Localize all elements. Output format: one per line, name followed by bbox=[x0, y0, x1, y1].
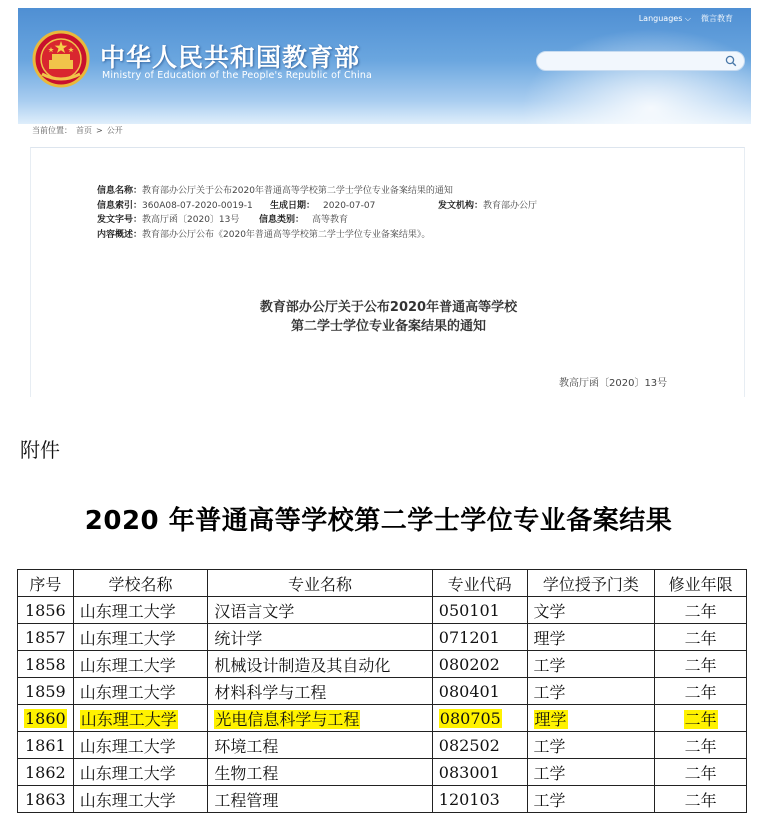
table-row bbox=[18, 786, 747, 813]
cell-no bbox=[18, 651, 74, 678]
cell-category bbox=[527, 624, 655, 651]
cell-school-text: 山东理工大学 bbox=[79, 655, 176, 675]
cell-school-text: 山东理工大学 bbox=[79, 601, 176, 621]
document-panel bbox=[30, 147, 745, 397]
cell-no-text: 1862 bbox=[25, 762, 66, 782]
cell-category-text: 工学 bbox=[533, 736, 566, 756]
cell-major bbox=[208, 759, 432, 786]
header-banner bbox=[18, 8, 751, 135]
cell-code-text: 080202 bbox=[438, 654, 500, 674]
breadcrumb-current[interactable]: 公开 bbox=[106, 126, 123, 135]
cell-major-text: 材料科学与工程 bbox=[214, 682, 327, 702]
meta-name-label: 信息名称： bbox=[97, 186, 143, 196]
cell-major-text: 汉语言文学 bbox=[214, 601, 295, 621]
cell-code-text: 080401 bbox=[438, 681, 500, 701]
header-years: 修业年限 bbox=[655, 570, 747, 597]
languages-label: Languages bbox=[638, 13, 683, 23]
meta-row-summary bbox=[97, 228, 537, 243]
cell-no bbox=[18, 786, 74, 813]
cell-no bbox=[18, 597, 74, 624]
attachment-title: 2020 年普通高等学校第二学士学位专业备案结果 bbox=[84, 506, 673, 536]
header-school: 学校名称 bbox=[73, 570, 208, 597]
cell-code-text: 082502 bbox=[438, 735, 500, 755]
breadcrumb bbox=[32, 125, 127, 136]
document-title-line1: 教育部办公厅关于公布2020年普通高等学校 bbox=[259, 300, 518, 315]
cell-school bbox=[73, 759, 208, 786]
cell-category-text: 工学 bbox=[533, 790, 566, 810]
meta-docno-label: 发文字号： bbox=[97, 215, 143, 225]
header-category: 学位授予门类 bbox=[527, 570, 655, 597]
table-header-row bbox=[18, 570, 747, 597]
cell-years bbox=[655, 597, 747, 624]
national-emblem-icon[interactable] bbox=[32, 30, 90, 88]
meta-index-label: 信息索引： bbox=[97, 200, 143, 211]
cell-code-text: 120103 bbox=[438, 789, 500, 809]
meta-issuer-label: 发文机构： bbox=[438, 200, 484, 211]
breadcrumb-separator: > bbox=[96, 126, 103, 135]
meta-date-value: 2020-07-07 bbox=[323, 200, 376, 211]
table-body bbox=[18, 597, 747, 813]
cell-years bbox=[655, 759, 747, 786]
meta-category-value: 高等教育 bbox=[312, 215, 349, 225]
cell-major-text: 工程管理 bbox=[214, 790, 279, 810]
cell-category-text: 工学 bbox=[533, 655, 566, 675]
cell-school-text: 山东理工大学 bbox=[79, 790, 176, 810]
meta-summary-value: 教育部办公厅公布《2020年普通高等学校第二学士学位专业备案结果》。 bbox=[142, 229, 431, 240]
cell-category-text: 工学 bbox=[533, 682, 566, 702]
cell-years-text: 二年 bbox=[684, 790, 717, 810]
cell-category-text: 理学 bbox=[533, 628, 566, 648]
cell-school bbox=[73, 786, 208, 813]
cell-years-text: 二年 bbox=[684, 736, 717, 756]
cell-code bbox=[432, 759, 527, 786]
meta-row-docno bbox=[97, 213, 537, 228]
cell-code bbox=[432, 597, 527, 624]
cell-category bbox=[527, 732, 655, 759]
cell-code-text: 083001 bbox=[438, 762, 500, 782]
cell-code bbox=[432, 624, 527, 651]
cell-school bbox=[73, 678, 208, 705]
meta-summary-label: 内容概述： bbox=[97, 229, 143, 240]
cell-years-text: 二年 bbox=[684, 655, 717, 675]
table-row bbox=[18, 624, 747, 651]
header-code: 专业代码 bbox=[432, 570, 527, 597]
cell-major bbox=[208, 786, 432, 813]
cell-no bbox=[18, 678, 74, 705]
cell-no bbox=[18, 759, 74, 786]
meta-name-value: 教育部办公厅关于公布2020年普通高等学校第二学士学位专业备案结果的通知 bbox=[142, 186, 453, 196]
cell-major bbox=[208, 732, 432, 759]
cell-code bbox=[432, 705, 527, 732]
top-links bbox=[639, 13, 733, 24]
cell-major bbox=[208, 597, 432, 624]
search-box bbox=[536, 51, 745, 71]
search-input[interactable] bbox=[537, 56, 717, 74]
table-row bbox=[18, 732, 747, 759]
meta-row-index bbox=[97, 199, 537, 214]
cell-years bbox=[655, 732, 747, 759]
cell-years-text: 二年 bbox=[684, 709, 717, 729]
info-metadata bbox=[97, 184, 537, 242]
cell-no-text: 1860 bbox=[25, 708, 66, 728]
cell-category bbox=[527, 759, 655, 786]
cell-school-text: 山东理工大学 bbox=[79, 736, 176, 756]
cell-no-text: 1858 bbox=[25, 654, 66, 674]
cell-major bbox=[208, 624, 432, 651]
cell-code bbox=[432, 651, 527, 678]
cell-code-text: 071201 bbox=[438, 627, 500, 647]
header-major: 专业名称 bbox=[208, 570, 432, 597]
cell-years-text: 二年 bbox=[684, 682, 717, 702]
site-title-cn[interactable]: 中华人民共和国教育部 bbox=[100, 43, 361, 72]
cell-category bbox=[527, 651, 655, 678]
cell-major bbox=[208, 678, 432, 705]
cell-no bbox=[18, 732, 74, 759]
cell-code bbox=[432, 678, 527, 705]
document-title-line2: 第二学士学位专业备案结果的通知 bbox=[290, 319, 486, 334]
cell-school bbox=[73, 597, 208, 624]
cell-school bbox=[73, 732, 208, 759]
header-no: 序号 bbox=[18, 570, 74, 597]
table-row bbox=[18, 597, 747, 624]
cell-school bbox=[73, 651, 208, 678]
cell-years-text: 二年 bbox=[684, 601, 717, 621]
cell-category bbox=[527, 705, 655, 732]
cell-school-text: 山东理工大学 bbox=[79, 628, 176, 648]
cell-no-text: 1856 bbox=[25, 600, 66, 620]
cell-school-text: 山东理工大学 bbox=[80, 709, 177, 729]
cell-category-text: 文学 bbox=[533, 601, 566, 621]
cell-major-text: 光电信息科学与工程 bbox=[215, 709, 360, 729]
cell-no bbox=[18, 705, 74, 732]
cell-no-text: 1859 bbox=[25, 681, 66, 701]
cell-years-text: 二年 bbox=[684, 763, 717, 783]
cell-code-text: 080705 bbox=[439, 708, 501, 728]
cell-no-text: 1861 bbox=[25, 735, 66, 755]
cell-category-text: 工学 bbox=[533, 763, 566, 783]
cell-major-text: 生物工程 bbox=[214, 763, 279, 783]
cell-category-text: 理学 bbox=[534, 709, 567, 729]
cell-no bbox=[18, 624, 74, 651]
chevron-down-icon: ⌵ bbox=[684, 13, 691, 23]
cell-school bbox=[73, 705, 208, 732]
cell-major bbox=[208, 651, 432, 678]
cell-no-text: 1863 bbox=[25, 789, 66, 809]
table-row bbox=[18, 705, 747, 732]
cell-category bbox=[527, 678, 655, 705]
meta-date-label: 生成日期： bbox=[270, 200, 316, 211]
site-title-en: Ministry of Education of the People's Republic of China bbox=[102, 70, 373, 81]
cell-years bbox=[655, 678, 747, 705]
cell-code-text: 050101 bbox=[438, 600, 500, 620]
cell-years bbox=[655, 651, 747, 678]
cell-category bbox=[527, 597, 655, 624]
cell-major bbox=[208, 705, 432, 732]
cell-code bbox=[432, 786, 527, 813]
records-table bbox=[17, 569, 747, 813]
breadcrumb-home[interactable]: 首页 bbox=[76, 126, 92, 135]
cell-school-text: 山东理工大学 bbox=[79, 682, 176, 702]
table-row bbox=[18, 651, 747, 678]
cell-years bbox=[655, 786, 747, 813]
cell-major-text: 统计学 bbox=[214, 628, 263, 648]
cell-no-text: 1857 bbox=[25, 627, 66, 647]
table-row bbox=[18, 759, 747, 786]
document-title bbox=[31, 298, 746, 336]
cell-years bbox=[655, 624, 747, 651]
cell-major-text: 环境工程 bbox=[214, 736, 279, 756]
cell-years bbox=[655, 705, 747, 732]
document-number: 教高厅函〔2020〕13号 bbox=[559, 378, 668, 389]
search-icon[interactable] bbox=[725, 55, 737, 67]
languages-link[interactable] bbox=[639, 14, 691, 24]
meta-docno-value: 教高厅函〔2020〕13号 bbox=[142, 215, 240, 225]
meta-row-name bbox=[97, 184, 537, 199]
cell-code bbox=[432, 732, 527, 759]
meta-issuer-value: 教育部办公厅 bbox=[483, 200, 538, 211]
meta-index-value: 360A08-07-2020-0019-1 bbox=[142, 200, 253, 211]
attachment-label: 附件 bbox=[20, 438, 60, 462]
meta-category-label: 信息类别： bbox=[259, 215, 305, 225]
cell-school-text: 山东理工大学 bbox=[79, 763, 176, 783]
table-row bbox=[18, 678, 747, 705]
weibo-link[interactable]: 微言教育 bbox=[701, 14, 733, 23]
cell-school bbox=[73, 624, 208, 651]
cell-category bbox=[527, 786, 655, 813]
cell-major-text: 机械设计制造及其自动化 bbox=[214, 655, 391, 675]
cell-years-text: 二年 bbox=[684, 628, 717, 648]
breadcrumb-label: 当前位置： bbox=[32, 126, 72, 135]
